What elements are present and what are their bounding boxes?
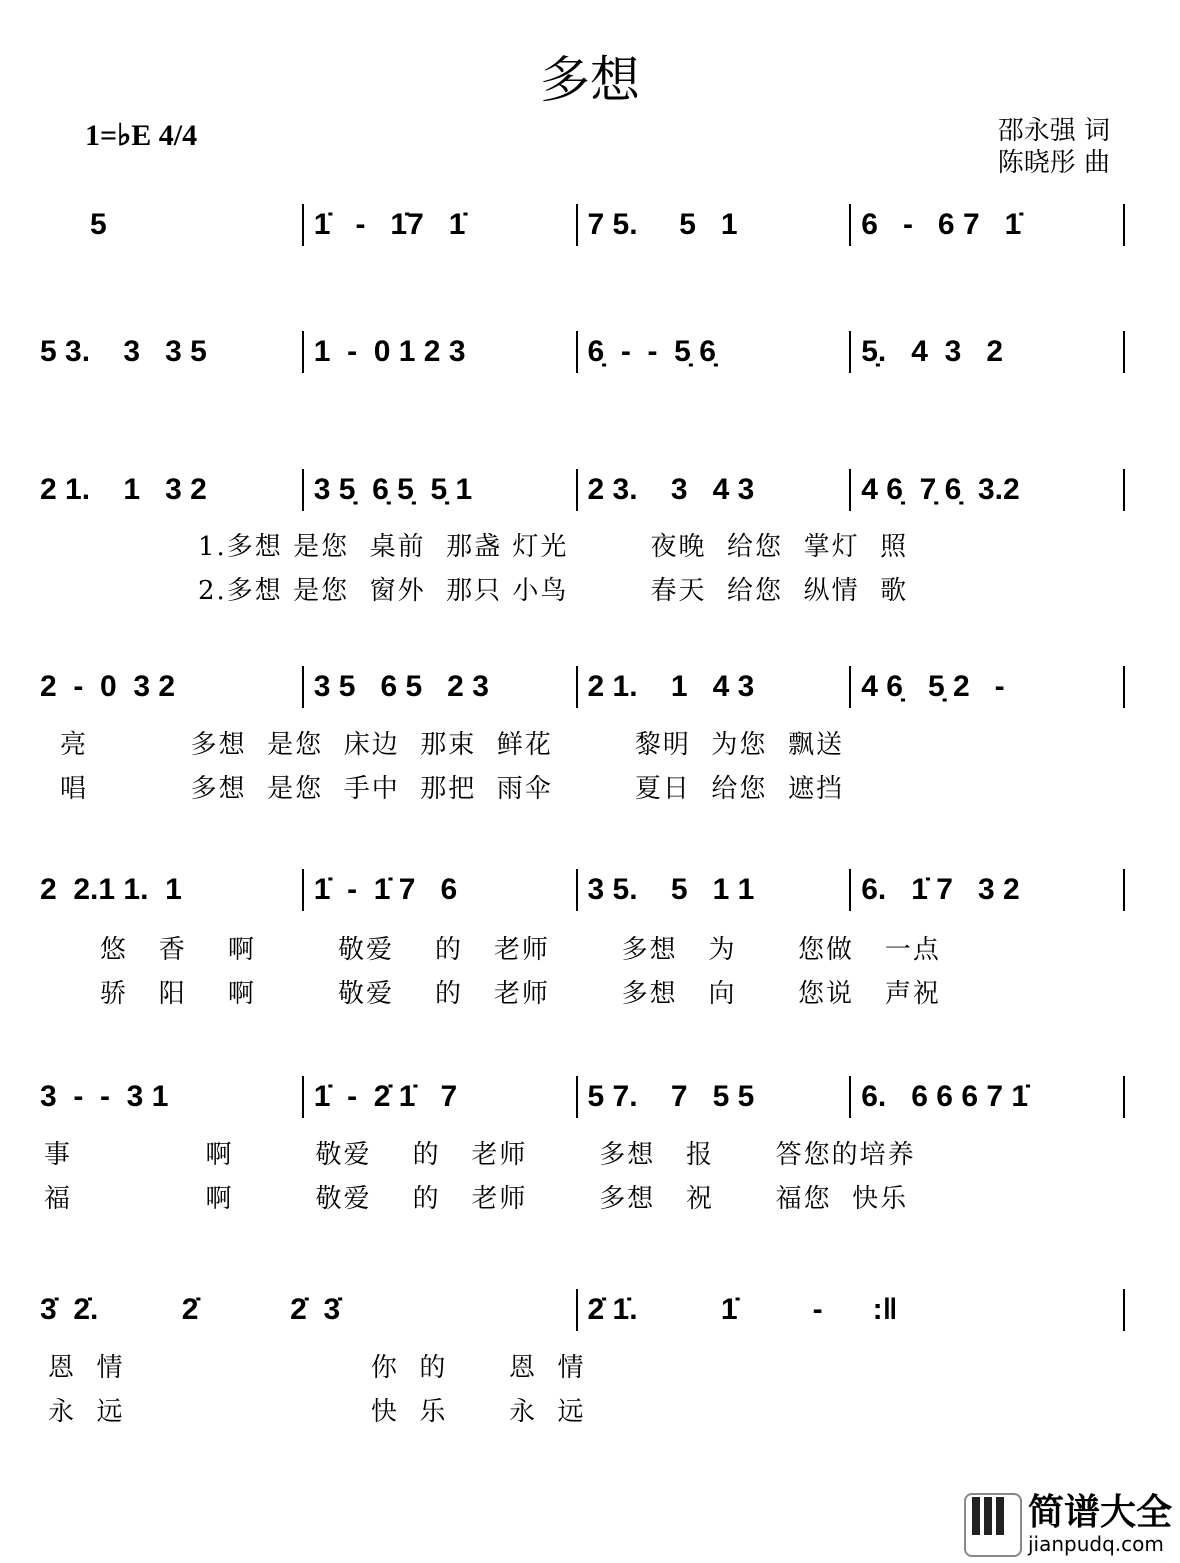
notation-row [40,331,1125,373]
measure: 3 5. 5 1 1 [576,869,850,911]
measure: 1 - 0 1 2 3 [302,331,576,373]
measure: 3̇ 2̇. 2̇ 2̇ 3̇ [40,1293,341,1326]
barline [1123,1076,1125,1118]
lyric-line: 1.多想 是您 桌前 那盏 灯光 夜晚 给您 掌灯 照 [198,532,909,562]
lyric-line: 悠 香 啊 敬爱 的 老师 多想 为 您做 一点 [100,935,941,965]
lyricist: 邵永强 词 [997,116,1110,146]
measure: 2 1. 1 3 2 [40,473,207,506]
measure: 3 - - 3 1 [40,1080,169,1113]
measure: 2 2.1 1. 1 [40,873,182,906]
notation-row [40,1076,1125,1118]
key-signature: 1=♭E 4/4 [85,119,198,152]
lyric-line: 2.多想 是您 窗外 那只 小鸟 春天 给您 纵情 歌 [198,576,909,606]
measure: 2 1. 1 4 3 [576,666,850,708]
composer: 陈晓彤 曲 [997,148,1110,178]
barline [1123,469,1125,511]
lyric-line: 骄 阳 啊 敬爱 的 老师 多想 向 您说 声祝 [100,979,941,1009]
measure: 2 - 0 3 2 [40,670,176,703]
lyric-line: 永 远 快 乐 永 远 [48,1397,586,1427]
lyric-line: 唱 多想 是您 手中 那把 雨伞 夏日 给您 遮挡 [60,774,844,804]
measure: 3 5 6 5 2 3 [302,666,576,708]
notation-row [40,469,1125,511]
piano-icon [964,1493,1022,1557]
watermark-logo [964,1493,1172,1557]
lyric-line: 事 啊 敬爱 的 老师 多想 报 答您的培养 [44,1140,916,1170]
lyric-line: 亮 多想 是您 床边 那束 鲜花 黎明 为您 飘送 [60,730,844,760]
measure: 2̇ 1̇. 1̇ - :‖ [576,1289,1124,1331]
measure: 6 - 6 7 1̇ [849,204,1123,246]
notation-row [40,1289,1125,1331]
watermark-url: jianpudq.com [1027,1532,1164,1556]
measure: 6. 6 6 6 7 1̇ [849,1076,1123,1118]
barline [1123,869,1125,911]
notation-row [40,204,1125,246]
measure: 7 5. 5 1 [576,204,850,246]
measure: 4 6̣ 7̣ 6̣ 3.2 [849,469,1123,511]
measure: 1̇ - 1̇ 7 6 [302,869,576,911]
song-title: 多想 [540,51,640,109]
measure: 6. 1̇ 7 3 2 [849,869,1123,911]
notation-row [40,869,1125,911]
lyric-line: 福 啊 敬爱 的 老师 多想 祝 福您 快乐 [44,1184,909,1214]
notation-row [40,666,1125,708]
barline [1123,666,1125,708]
measure: 2 3. 3 4 3 [576,469,850,511]
barline [1123,1289,1125,1331]
measure: 5 7. 7 5 5 [576,1076,850,1118]
measure: 3 5̣ 6̣ 5̣ 5̣ 1 [302,469,576,511]
measure: 1̇ - 2̇ 1̇ 7 [302,1076,576,1118]
measure: 4 6̣ 5̣ 2 - [849,666,1123,708]
watermark-name: 简谱大全 [1027,1492,1172,1533]
measure: 6̣ - - 5̣ 6̣ [576,331,850,373]
measure: 5 3. 3 3 5 [40,335,207,368]
lyric-line: 恩 情 你 的 恩 情 [48,1353,586,1383]
measure: 5̣. 4 3 2 [849,331,1123,373]
barline [1123,331,1125,373]
measure: 5 [40,208,107,241]
barline [1123,204,1125,246]
credits [998,115,1110,179]
measure: 1̇ - 1̇7 1̇ [302,204,576,246]
